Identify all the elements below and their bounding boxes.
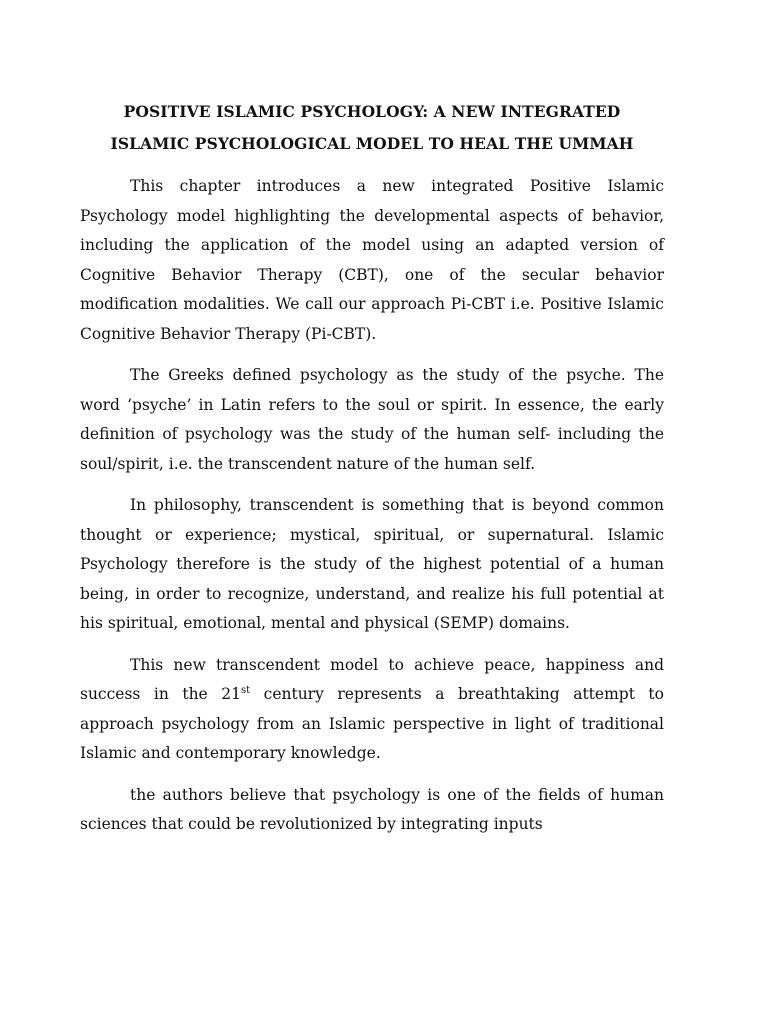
paragraph-4 xyxy=(80,651,664,769)
paragraph-1: This chapter introduces a new integrated Positive Islamic Psychology model highlighting the developmental aspects of behavior, including the application of the model using an adapted version of Cognitive Behavior Therapy (CBT), one of the secular behavior modification modalities. We call our approach Pi-CBT i.e. Positive Islamic Cognitive Behavior Therapy (Pi-CBT). xyxy=(80,177,664,343)
chapter-title xyxy=(80,96,664,160)
paragraph-4-after: century represents a breathtaking attempt to approach psychology from an Islamic perspective in light of traditional Islamic and contemporary knowledge. xyxy=(80,685,664,762)
superscript-st: st xyxy=(240,684,251,696)
paragraph-4-before: This new transcendent model to achieve peace, happiness and success in the 21 xyxy=(80,655,664,703)
title-line-2: ISLAMIC PSYCHOLOGICAL MODEL TO HEAL THE UMMAH xyxy=(110,134,634,153)
paragraph-2: The Greeks defined psychology as the study of the psyche. The word ‘psyche’ in Latin refers to the soul or spirit. In essence, the early definition of psychology was the study of the human self- including the soul/spirit, i.e. the transcendent nature of the human self. xyxy=(80,366,664,473)
title-line-1: POSITIVE ISLAMIC PSYCHOLOGY: A NEW INTEGRATED xyxy=(123,102,621,121)
paragraph-3: In philosophy, transcendent is something that is beyond common thought or experience; mystical, spiritual, or supernatural. Islamic Psychology therefore is the study of the highest potential of a human being, in order to recognize, understand, and realize his full potential at his spiritual, emotional, mental and physical (SEMP) domains. xyxy=(80,496,664,632)
paragraph-5: the authors believe that psychology is one of the fields of human sciences that could be revolutionized by integrating inputs xyxy=(80,785,664,833)
